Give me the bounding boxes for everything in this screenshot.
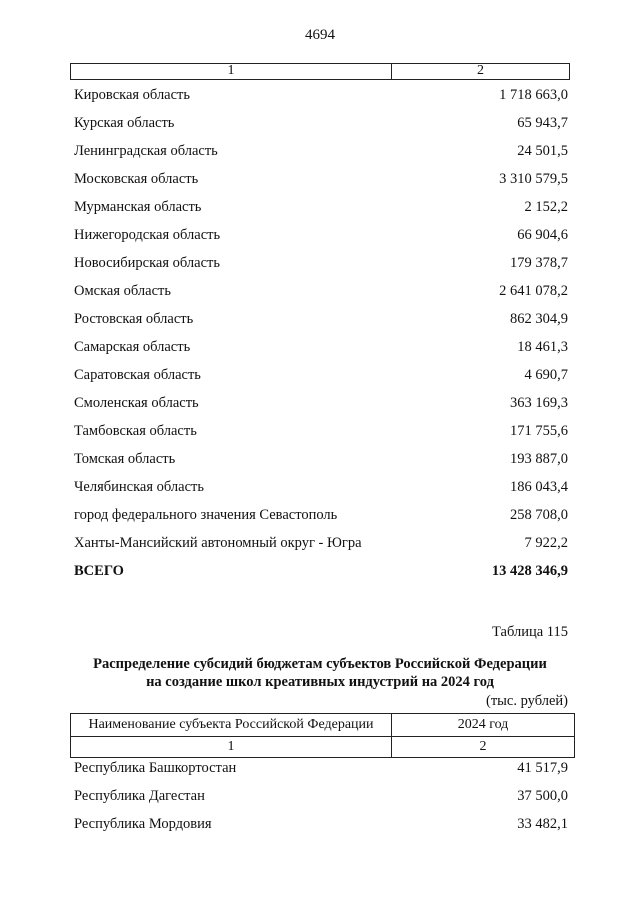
table-title-line2: на создание школ креативных индустрий на 2024 год [146,674,494,690]
region-name: Омская область [74,283,171,299]
table-row [74,283,568,300]
region-value: 171 755,6 [510,423,568,439]
total-label: ВСЕГО [74,563,124,579]
region-name: Нижегородская область [74,227,221,243]
table1-header-col2: 2 [391,64,569,79]
region-name: Томская область [74,451,176,467]
region-name: Республика Мордовия [74,816,212,832]
region-name: Ленинградская область [74,143,218,159]
table-caption: Таблица 115 [492,624,568,640]
table-row [74,311,568,328]
region-name: Самарская область [74,339,191,355]
region-name: Ростовская область [74,311,194,327]
table-row [74,115,568,132]
region-name: Республика Дагестан [74,788,205,804]
region-value: 2 641 078,2 [499,283,568,299]
table-row [74,816,568,833]
table-row [74,171,568,188]
table-row [74,87,568,104]
region-name: Мурманская область [74,199,202,215]
region-value: 258 708,0 [510,507,568,523]
table-row [74,199,568,216]
region-value: 363 169,3 [510,395,568,411]
region-name: Смоленская область [74,395,199,411]
total-row [74,563,568,580]
table1-header [70,63,570,80]
region-name: Тамбовская область [74,423,197,439]
table2-number-row [71,736,574,757]
region-value: 66 904,6 [517,227,568,243]
table-row [74,255,568,272]
region-name: Саратовская область [74,367,201,383]
region-value: 65 943,7 [517,115,568,131]
region-name: Московская область [74,171,199,187]
table-row [74,760,568,777]
region-value: 4 690,7 [524,367,568,383]
table-row [74,367,568,384]
region-value: 1 718 663,0 [499,87,568,103]
col-number-2: 2 [391,737,574,757]
table-row [74,507,568,524]
table2-header-row [71,714,574,736]
table-row [74,395,568,412]
region-name: Челябинская область [74,479,204,495]
region-value: 33 482,1 [517,816,568,832]
total-value: 13 428 346,9 [491,563,568,579]
table-row [74,535,568,552]
table-row [74,451,568,468]
region-name: Новосибирская область [74,255,220,271]
region-value: 18 461,3 [517,339,568,355]
region-name: Ханты-Мансийский автономный округ - Югра [74,535,362,551]
col-header-name: Наименование субъекта Российской Федерации [88,717,374,732]
page-number: 4694 [305,27,335,43]
table1-header-col1: 1 [227,63,235,78]
table-row [74,143,568,160]
table-title-line1: Распределение субсидий бюджетам субъектов Российской Федерации [93,656,547,672]
region-value: 7 922,2 [524,535,568,551]
col-header-year: 2024 год [391,714,574,736]
region-value: 179 378,7 [510,255,568,271]
region-value: 186 043,4 [510,479,568,495]
table-row [74,788,568,805]
region-value: 193 887,0 [510,451,568,467]
region-name: Республика Башкортостан [74,760,237,776]
table-row [74,339,568,356]
region-value: 3 310 579,5 [499,171,568,187]
table-row [74,479,568,496]
region-name: Кировская область [74,87,191,103]
col-number-1: 1 [227,739,235,754]
table2-header [70,713,575,758]
table-row [74,423,568,440]
region-name: город федерального значения Севастополь [74,507,338,523]
region-value: 24 501,5 [517,143,568,159]
units-note: (тыс. рублей) [486,693,568,709]
region-value: 41 517,9 [517,760,568,776]
region-value: 37 500,0 [517,788,568,804]
region-value: 2 152,2 [524,199,568,215]
region-name: Курская область [74,115,175,131]
table-row [74,227,568,244]
region-value: 862 304,9 [510,311,568,327]
